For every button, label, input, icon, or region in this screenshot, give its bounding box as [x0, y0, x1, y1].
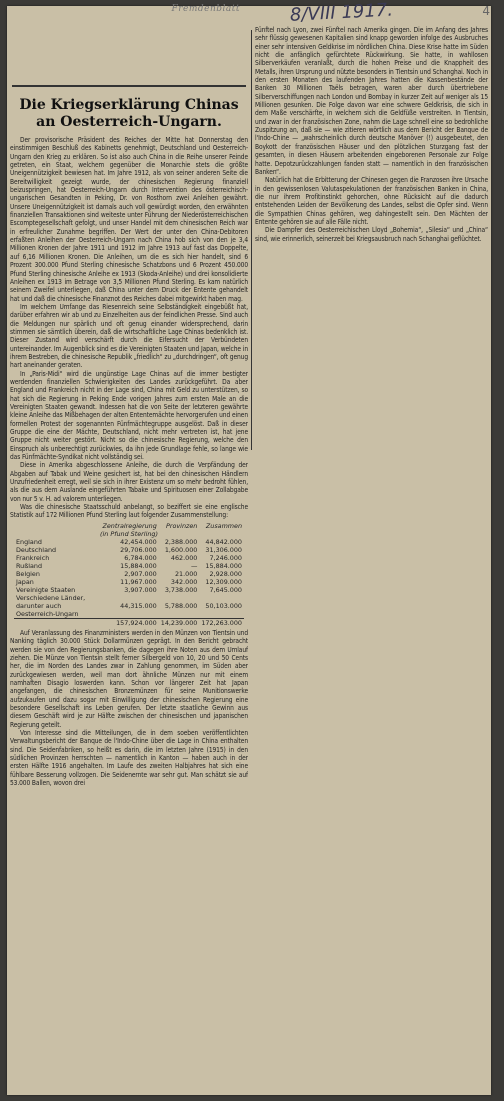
- table-header-cell: [14, 522, 100, 530]
- table-cell: 157,924.000: [100, 618, 158, 627]
- paragraph: Im welchem Umfange das Riesenreich seine Selbständigkeit eingebüßt hat, darüber erfahren wir ab und zu Einzelheiten aus der feindlichen Presse. Sind auch die Meldungen nur spärlich und oft genug einander widersprechend, darin stimmen sie sämtlich überein, daß die wirtschaftliche Lage Chinas bedenklich ist. Dieser Zustand wird verschärft durch die Eifersucht der Verbündeten untereinander. Im Augenblick sind es die Vereinigten Staaten und Japan, welche in ihrem Bestreben, die chinesische Republik „friedlich“ zu „durchdringen“, oft genug hart aneinander geraten.: [10, 302, 248, 370]
- table-cell: Belgien: [16, 569, 40, 578]
- table-cell: —: [190, 561, 198, 570]
- table-row: [14, 546, 244, 554]
- table-cell: 1,600.000: [164, 545, 198, 554]
- table-cell: 462.000: [170, 553, 198, 562]
- table-cell: 44,842.000: [205, 537, 242, 546]
- table-cell: 15,884.000: [120, 561, 157, 570]
- table-cell: 50,103.000: [205, 601, 242, 610]
- table-cell: 15,884.000: [205, 561, 242, 570]
- table-row: [14, 578, 244, 586]
- table-row: [14, 570, 244, 578]
- table-cell: 29,706.000: [120, 545, 157, 554]
- table-cell: Frankreich: [16, 553, 50, 562]
- table-cell: 2,928.000: [209, 569, 242, 578]
- table-row: [14, 562, 244, 570]
- table-cell: 7,246.000: [209, 553, 242, 562]
- right-column: [255, 26, 488, 446]
- table-cell: Japan: [16, 577, 34, 586]
- table-cell: 172,263.000: [201, 618, 242, 627]
- table-unit-row: [14, 530, 244, 538]
- table-row: [14, 586, 244, 594]
- table-cell: 2,907.000: [124, 569, 157, 578]
- table-header-row: [14, 522, 244, 530]
- debt-table: [14, 522, 244, 627]
- table-cell: 44,315.000: [120, 601, 157, 610]
- table-cell: 21.000: [174, 569, 198, 578]
- handwritten-date: 8/VIII 1917.: [289, 0, 394, 26]
- page-marker: 4: [482, 4, 490, 18]
- table-cell: 6,784.000: [124, 553, 157, 562]
- paragraph: Von Interesse sind die Mitteilungen, die in dem soeben veröffentlichten Verwaltungsbericht der Banque de l'Indo-Chine über die Lage in China enthalten sind. Die Seidenfabriken, so heißt es darin, die im letzten Jahre (1915) in den südlichen Provinzen herrschten — namentlich in Kanton — haben auch in der ersten Hälfte 1916 angehalten. Im Laufe des zweiten Halbjahres hat sich eine fühlbare Besserung vollzogen. Die Seidenernte war sehr gut. Man schätzt sie auf 53.000 Ballen, wovon drei: [10, 728, 248, 787]
- table-cell: Deutschland: [16, 545, 57, 554]
- headline: Die Kriegserklärung Chinas an Oesterreich-Ungarn.: [19, 97, 239, 130]
- section-rule: [12, 85, 246, 87]
- column-divider: [251, 30, 252, 450]
- table-cell: England: [16, 537, 42, 546]
- table-cell: Vereinigte Staaten: [16, 585, 76, 594]
- table-total-row: [14, 618, 244, 627]
- table-row: [14, 554, 244, 562]
- table-header-cell: Zentralregierung: [102, 521, 157, 530]
- paragraph: Fünftel nach Lyon, zwei Fünftel nach Amerika gingen. Die im Anfang des Jahres sehr flüssig gewesenen Kapitalien sind knapp geworden infolge des Ausbruches einer sehr intensiven Geldkrise im nördlichen China. Diese Krise hatte im Süden nicht die anfänglich gefürchtete Rückwirkung. Sie hatte, in wahllosen Silberverkäufen veranlaßt, durch die hohen Preise und die Knappheit des Metalls, ihren Ursprung und nützte besonders in Tientsin und Schanghai. Noch in den ersten Monaten des laufenden Jahres hatten die Kassenbestände der Banken 30 Millionen Taëls betragen, waren aber durch übertriebene Silberverschiffungen nach London und Bombay in kurzer Zeit auf weniger als 15 Millionen gesunken. Die Folge davon war eine schwere Geldkrisis, die sich in dem Maße verschärfte, in welchem sich die Geldfüße verstreiten. In Tientsin, und zwar in der französischen Zone, nahm die Lage schnell eine so bedrohliche Zuspitzung an, daß sie — wie zitieren wörtlich aus dem Bericht der Banque de l'Indo-Chine — „wahrscheinlich durch deutsche Manöver (!) ausgebeutet, den Boykott der französischen Häuser und den plötzlichen Sturzgang fast der gesamten, in diesen Häusern arbeitenden eingeborenen Personale zur Folge hatte. Depotzurückzahlungen fanden statt — namentlich in den französischen Banken“.: [255, 26, 488, 176]
- table-cell: 2,388.000: [164, 537, 198, 546]
- paragraph: Diese in Amerika abgeschlossene Anleihe, die durch die Verpfändung der Abgaben auf Tabak und Weine gesichert ist, hat bei den chinesischen Händlern Unzufriedenheit erregt, weil sie sich in ihrer Existenz um so mehr bedroht fühlen, als die aus dem Auslande eingeführten Tabake und Spirituosen einer Zollabgabe von nur 5 v. H. ad valorem unterliegen.: [10, 461, 248, 503]
- table-cell: Rußland: [16, 561, 43, 570]
- paragraph: Auf Veranlassung des Finanzministers werden in den Münzen von Tientsin und Nanking täglich 30.000 Stück Dollarmünzen geprägt. In den Bericht gebracht werden sie von den Regierungsbanken, die dagegen ihre Noten aus dem Umlauf ziehen. Die Münze von Tientsin stellt ferner Silbergeld von 10, 20 und 50 Cents her, die im Norden des Landes zwar in Zahlung genommen, im Süden aber zurückgewiesen werden, weil man dort ähnliche Münzen nur mit einem namhaften Disagio loswerden kann. Schon vor längerer Zeit hat Japan angefangen, die chinesischen Bronzemünzen für seine Munitionswerke aufzukaufen und dazu sogar mit Einwilligung der chinesischen Regierung eine besondere Gesellschaft ins Leben gerufen. Der letzte staatliche Gewinn aus diesem Geschäft wird je zur Hälfte zwischen der chinesischen und japanischen Regierung geteilt.: [10, 628, 248, 729]
- table-cell: 31,306.000: [205, 545, 242, 554]
- paragraph: Die Dampfer des Oesterreichischen Lloyd „Bohemia“, „Silesia“ und „China“ sind, wie erinnerlich, seinerzeit bei Kriegsausbruch nach Schanghai geflüchtet.: [255, 226, 488, 243]
- table-cell: 5,788.000: [164, 601, 198, 610]
- table-cell: 342.000: [170, 577, 198, 586]
- table-cell: 3,907.000: [124, 585, 157, 594]
- table-header-cell: Provinzen: [166, 521, 198, 530]
- table-cell: 42,454.000: [120, 537, 157, 546]
- table-cell: 3,738.000: [164, 585, 198, 594]
- paragraph: In „Paris-Midi“ wird die ungünstige Lage Chinas auf die immer bestigter werdenden finanziellen Schwierigkeiten des Landes zurückgeführt. Da aber England und Frankreich nicht in der Lage sind, China mit Geld zu unterstützen, so hat sich die Regierung in Peking Ende vorigen Jahres zum ersten Male an die Vereinigten Staaten gewandt. Indessen hat die von Seite der letzteren gewährte kleine Anleihe das Mißbehagen der alten Ententemächte hervorgerufen und einen formellen Protest der sogenannten Fünfmächtegruppe ausgelöst. Daß in dieser Gruppe die eine der Mächte, Deutschland, nicht mehr vertreten ist, hat jene Gruppe nicht weiter gestört. Nicht so die chinesische Regierung, welche den Einspruch als unberechtigt zurückwies, da ihn jede Grundlage fehle, so lange wie das Fünfmächte-Syndikat nicht vollständig sei.: [10, 369, 248, 462]
- masthead: Fremdenblatt: [171, 4, 240, 14]
- paragraph: Der provisorische Präsident des Reiches der Mitte hat Donnerstag den einstimmigen Beschluß des Kabinetts genehmigt, Deutschland und Oesterreich-Ungarn den Krieg zu erklären. So ist also auch China in die Reihe unserer Feinde getreten, ein Staat, welchem gegenüber die Monarchie stets die größte Uneigennützigkeit bewiesen hat. Im Jahre 1912, als von seiner anderen Seite die Bereitwilligkeit gezeigt wurde, der chinesischen Regierung finanziell beizuspringen, hat Oesterreich-Ungarn durch Intervention des österreichisch-ungarischen Gesandten in Peking, Dr. von Rosthorn zwei Anleihen gewährt. Unsere Uneigennützigkeit ist damals auch voll gewürdigt worden, den erwähnten finanziellen Transaktionen sind weiteste unter Führung der Niederösterreichischen Escomptegesellschaft gefolgt, und unser Handel mit dem chinesischen Reich war in erfreulicher Zunahme begriffen. Der Wert der unter den China-Debitoren erfaßten Anleihen der Oesterreich-Ungarn nach China hob sich von den je 3,4 Millionen Kronen der Jahre 1911 und 1912 im Jahre 1913 auf fast das Doppelte, auf 6,16 Millionen Kronen. Die Anleihen, um die es sich hier handelt, sind 6 Prozent 300.000 Pfund Sterling chinesische Schatzbons und 6 Prozent 450.000 Pfund Sterling chinesische Anleihe ex 1913 (Skoda-Anleihe) und drei konsolidierte Anleihen ex 1913 im Betrage von 3,5 Millionen Pfund Sterling. Es kam natürlich seinem Zweifel unterliegen, daß China unter dem Druck der Entente gehandelt hat und daß die chinesische Finanznot des Reiches dabei mitgewirkt haben mag.: [10, 136, 248, 303]
- table-cell: 14,239.000: [160, 618, 198, 627]
- table-cell: Verschiedene Länder, darunter auch Oesterreich-Ungarn: [16, 593, 86, 618]
- table-cell: 11,967.000: [120, 577, 157, 586]
- table-row: [14, 538, 244, 546]
- table-cell: 12,309.000: [205, 577, 242, 586]
- table-cell: [14, 618, 100, 627]
- left-column: [10, 136, 248, 1091]
- table-cell: 7,645.000: [209, 585, 242, 594]
- table-unit: (in Pfund Sterling): [100, 529, 158, 538]
- table-header-cell: Zusammen: [205, 521, 242, 530]
- table-row: [14, 594, 244, 619]
- paragraph: Was die chinesische Staatsschuld anbelangt, so beziffert sie eine englische Statistik auf 172 Millionen Pfund Sterling laut folgender Zusammenstellung:: [10, 503, 248, 520]
- paragraph: Natürlich hat die Erbitterung der Chinesen gegen die Franzosen ihre Ursache in den gewissenlosen Valutaspekulationen der französischen Banken in China, die nur ihrem Profitinstinkt gehorchen, ohne Rücksicht auf die dadurch entstehenden Leiden der Bevölkerung des Landes, selbst die Opfer sind. Wenn die Sympathien Chinas gehören, weg dahingestellt sein. Den Mächten der Entente gehören sie auf alle Fälle nicht.: [255, 176, 488, 226]
